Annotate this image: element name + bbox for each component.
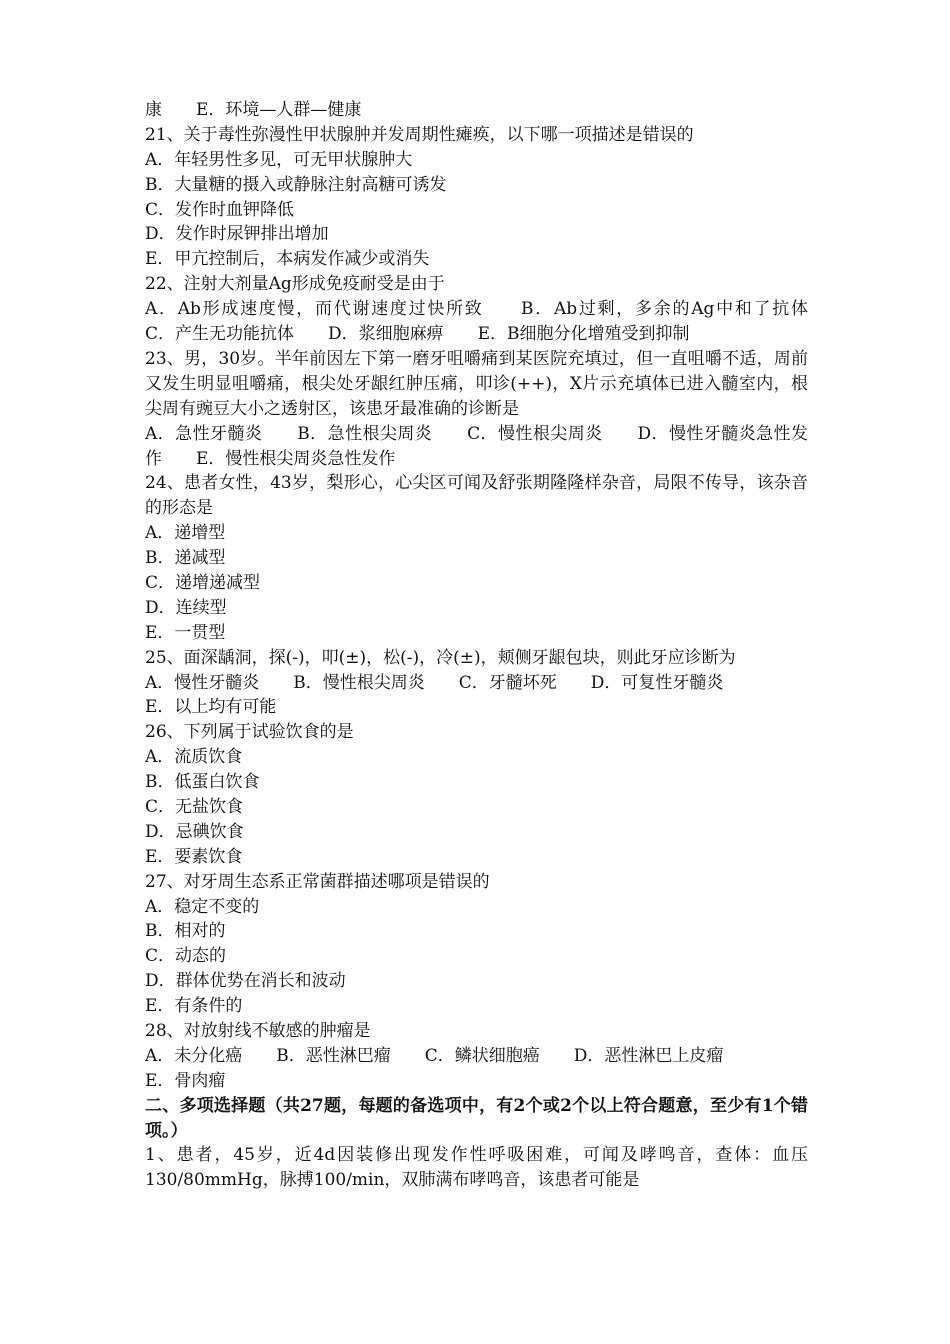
option-line: D．群体优势在消长和波动 [145, 971, 346, 992]
option-line: E．以上均有可能 [145, 697, 277, 718]
option-line: B．递减型 [145, 548, 226, 569]
question-22: 22、注射大剂量Ag形成免疫耐受是由于 [145, 274, 445, 295]
option-line: B．大量糖的摄入或静脉注射高糖可诱发 [145, 174, 447, 195]
option-line: A．稳定不变的 [145, 896, 260, 917]
option-line: E．要素饮食 [145, 846, 243, 867]
options-22: A．Ab形成速度慢，而代谢速度过快所致 B．Ab过剩，多余的Ag中和了抗体 C．产生无功能抗体 D．浆细胞麻痹 E．B细胞分化增殖受到抑制 [145, 299, 842, 345]
question-21: 21、关于毒性弥漫性甲状腺肿并发周期性瘫痪，以下哪一项描述是错误的 [145, 124, 694, 145]
options-28: A．未分化癌 B．恶性淋巴瘤 C．鳞状细胞癌 D．恶性淋巴上皮瘤 [145, 1045, 724, 1066]
options-25: A．慢性牙髓炎 B．慢性根尖周炎 C．牙髓坏死 D．可复性牙髓炎 [145, 672, 724, 693]
option-line: E．一贯型 [145, 622, 226, 643]
option-line: D．忌碘饮食 [145, 821, 244, 842]
question-25: 25、面深龋洞，探(-)，叩(±)，松(-)，冷(±)，颊侧牙龈包块，则此牙应诊断为 [145, 647, 736, 668]
question-26: 26、下列属于试验饮食的是 [145, 722, 354, 743]
multi-question-1: 1、患者，45岁，近4d因装修出现发作性呼吸困难，可闻及哮鸣音，查体：血压130/80mmHg，脉搏100/min，双肺满布哮鸣音，该患者可能是 [145, 1145, 808, 1191]
option-line: B．低蛋白饮食 [145, 772, 260, 793]
option-line: E．骨肉瘤 [145, 1070, 226, 1091]
option-line: A．递增型 [145, 523, 226, 544]
option-line: C．发作时血钾降低 [145, 199, 295, 220]
option-line: D．连续型 [145, 597, 227, 618]
options-23: A．急性牙髓炎 B．急性根尖周炎 C．慢性根尖周炎 D．慢性牙髓炎急性发作 E．慢性根尖周炎急性发作 [145, 423, 808, 469]
question-28: 28、对放射线不敏感的肿瘤是 [145, 1021, 371, 1042]
document-page [145, 98, 842, 1193]
option-line: C．动态的 [145, 946, 227, 967]
text-line: 康 E．环境—人群—健康 [145, 100, 362, 120]
question-24: 24、患者女性，43岁，梨形心，心尖区可闻及舒张期隆隆样杂音，局限不传导，该杂音的形态是 [145, 473, 808, 519]
option-line: A．流质饮食 [145, 747, 243, 768]
question-27: 27、对牙周生态系正常菌群描述哪项是错误的 [145, 871, 490, 892]
question-23: 23、男，30岁。半年前因左下第一磨牙咀嚼痛到某医院充填过，但一直咀嚼不适，周前又发生明显咀嚼痛，根尖处牙龈红肿压痛，叩诊(++)，X片示充填体已进入髓室内，根尖周有豌豆大小之透射区，该患牙最准确的诊断是 [145, 348, 808, 419]
option-line: D．发作时尿钾排出增加 [145, 224, 329, 245]
option-line: A．年轻男性多见，可无甲状腺肿大 [145, 149, 413, 170]
section-heading: 二、多项选择题（共27题，每题的备选项中，有2个或2个以上符合题意，至少有1个错项。） [145, 1095, 808, 1141]
option-line: C．无盐饮食 [145, 797, 244, 817]
option-line: B．相对的 [145, 921, 226, 942]
option-line: E．甲亢控制后，本病发作减少或消失 [145, 249, 430, 270]
option-line: C．递增递减型 [145, 572, 261, 593]
option-line: E．有条件的 [145, 996, 243, 1017]
